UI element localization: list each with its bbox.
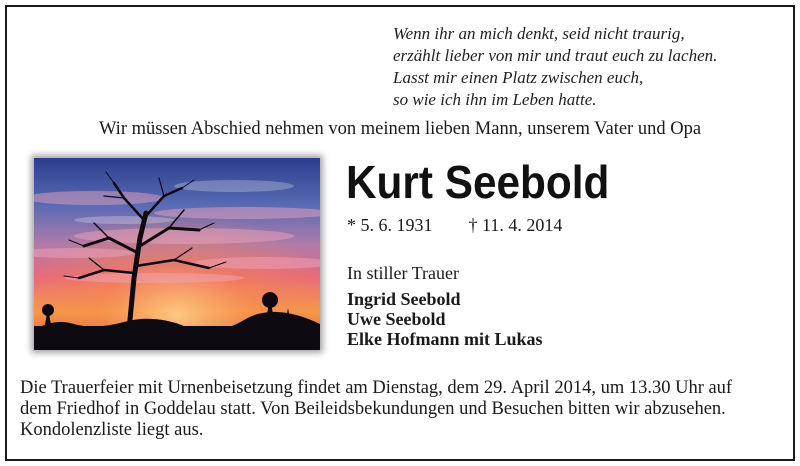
obituary-notice [5, 5, 795, 461]
poem-line: Lasst mir einen Platz zwischen euch, [393, 68, 644, 87]
funeral-details-line: Kondolenzliste liegt aus. [20, 420, 204, 440]
poem-line: so wie ich ihn im Leben hatte. [393, 90, 597, 109]
mourner-list [347, 289, 543, 349]
mourner-name: Uwe Seebold [347, 309, 446, 329]
funeral-details [20, 378, 790, 441]
sunset-tree-photo [34, 158, 320, 350]
funeral-details-line: dem Friedhof in Goddelau statt. Von Beileidsbekundungen und Besuchen bitten wir abzusehen. [20, 399, 726, 419]
mourner-name: Ingrid Seebold [347, 289, 461, 309]
mourning-label: In stiller Trauer [347, 263, 459, 283]
deceased-name: Kurt Seebold [346, 156, 610, 208]
death-date: † 11. 4. 2014 [468, 215, 563, 235]
poem-line: Wenn ihr an mich denkt, seid nicht traurig, [393, 24, 685, 43]
poem-line: erzählt lieber von mir und traut euch zu lachen. [393, 46, 718, 65]
poem [393, 23, 717, 111]
sunset-tree-image [34, 158, 320, 350]
funeral-details-line: Die Trauerfeier mit Urnenbeisetzung findet am Dienstag, dem 29. April 2014, um 13.30 Uhr auf [20, 378, 733, 398]
mourner-name: Elke Hofmann mit Lukas [347, 329, 543, 349]
life-dates [347, 213, 562, 237]
intro-text: Wir müssen Abschied nehmen von meinem lieben Mann, unserem Vater und Opa [98, 119, 702, 139]
birth-date: * 5. 6. 1931 [347, 215, 433, 235]
